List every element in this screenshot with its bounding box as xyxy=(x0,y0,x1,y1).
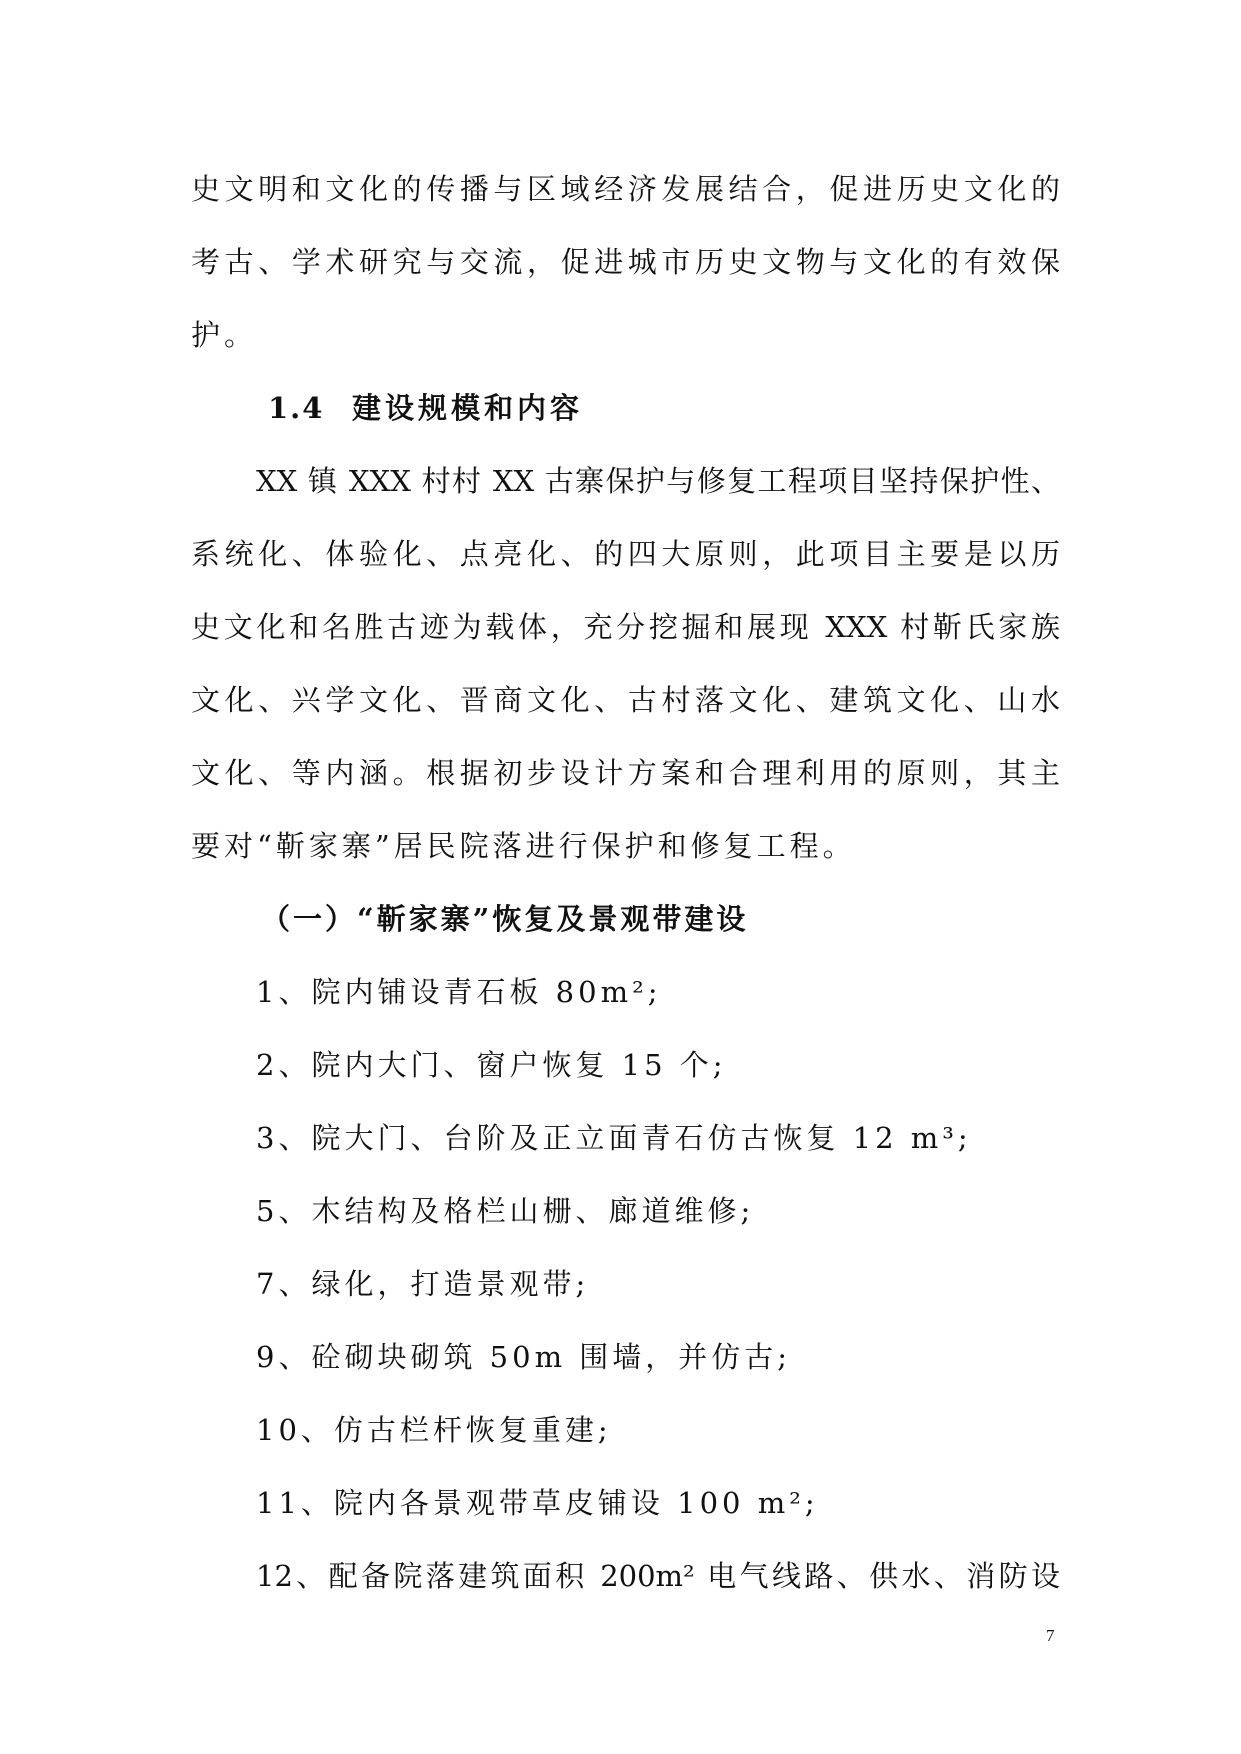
section-number: 1.4 xyxy=(268,391,325,425)
paragraph-line: 文化、兴学文化、晋商文化、古村落文化、建筑文化、山水 xyxy=(191,683,1060,717)
paragraph-line: 考古、学术研究与交流，促进城市历史文物与文化的有效保 xyxy=(191,245,1060,279)
section-heading xyxy=(191,372,1060,445)
section-title: 建设规模和内容 xyxy=(352,391,584,425)
list-item: 11、院内各景观带草皮铺设 100 m²; xyxy=(256,1486,819,1520)
list-item: 2、院内大门、窗户恢复 15 个; xyxy=(256,1048,727,1082)
list-item: 10、仿古栏杆恢复重建; xyxy=(256,1413,612,1447)
paragraph-line: 史文明和文化的传播与区域经济发展结合，促进历史文化的 xyxy=(191,172,1060,206)
list-item: 5、木结构及格栏山栅、廊道维修; xyxy=(256,1194,755,1228)
paragraph-line: 史文化和名胜古迹为载体，充分挖掘和展现 XXX 村靳氏家族 xyxy=(191,610,1060,644)
paragraph-line: 要对“靳家寨”居民院落进行保护和修复工程。 xyxy=(191,829,856,863)
subsection-heading: （一）“靳家寨”恢复及景观带建设 xyxy=(261,902,749,936)
list-item: 9、砼砌块砌筑 50m 围墙，并仿古; xyxy=(256,1340,792,1374)
paragraph-line: 系统化、体验化、点亮化、的四大原则，此项目主要是以历 xyxy=(191,537,1060,571)
page-number: 7 xyxy=(1046,1626,1055,1645)
list-item: 3、院大门、台阶及正立面青石仿古恢复 12 m³; xyxy=(256,1121,972,1155)
page-content xyxy=(191,153,1060,1613)
list-item: 1、院内铺设青石板 80m²; xyxy=(256,975,662,1009)
list-item: 12、配备院落建筑面积 200m² 电气线路、供水、消防设 xyxy=(256,1559,1060,1593)
paragraph-line: 文化、等内涵。根据初步设计方案和合理利用的原则，其主 xyxy=(191,756,1060,790)
paragraph-line: XX 镇 XXX 村村 XX 古寨保护与修复工程项目坚持保护性、 xyxy=(256,464,1060,498)
list-item: 7、绿化，打造景观带; xyxy=(256,1267,590,1301)
paragraph-line: 护。 xyxy=(191,318,258,352)
